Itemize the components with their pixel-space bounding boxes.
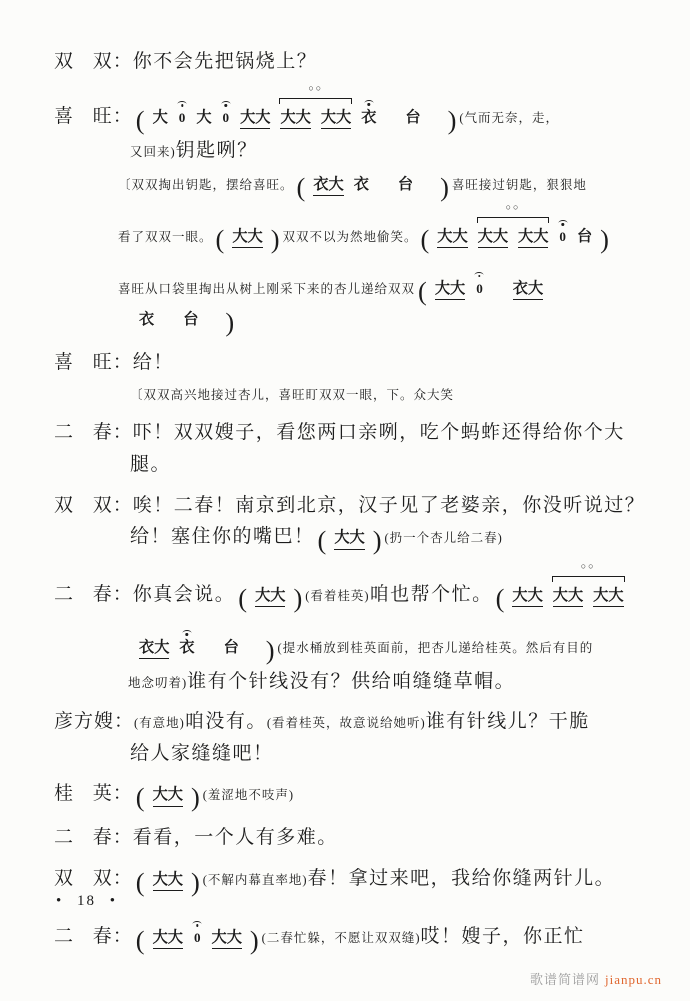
line-content [133,825,656,851]
tie-bracket [279,82,352,104]
notation-close-paren: ) [372,525,382,556]
fermata-icon [193,921,202,927]
line-content [130,138,656,164]
fermata-icon [182,630,191,636]
script-line [118,172,656,203]
line-content [130,384,656,406]
notation-syllable: 大大 [512,587,542,607]
music-notation [133,924,262,955]
dialogue-text: 春！拿过来吧，我给你缝两针儿。 [307,867,616,889]
script-line [54,417,656,446]
notation-syllable: 大大 [153,929,183,949]
dialogue-text: 哎！嫂子，你正忙 [420,925,585,947]
script-line [130,138,656,164]
script-line [54,863,656,895]
notation-close-paren: ) [190,866,200,897]
notation-syllable: 大大 [153,786,183,806]
speaker-name: 二 春： [54,422,133,444]
script-line [128,669,656,695]
notation-syllable: 衣 [353,176,369,194]
script-line [54,46,656,75]
script-line [54,490,656,519]
stage-direction: 又回来) [130,145,176,160]
notation-syllable: 衣大 [513,280,543,300]
tie-circles-icon: ○○ [578,562,599,571]
line-content [130,741,656,767]
notation-close-paren: ) [440,172,449,203]
line-content [133,49,656,75]
dialogue-text: 腿。 [130,453,172,475]
dialogue-text: 钥匙咧？ [175,140,258,162]
line-content [133,350,656,376]
line-content [133,493,656,519]
music-notation [134,634,278,665]
notation-syllable: 0 [475,281,484,297]
script-line [54,561,656,614]
line-content [132,561,656,614]
stage-direction: 喜旺接过钥匙，狠狠地 [451,178,587,193]
notation-open-paren: ( [418,275,427,306]
notation-syllable: 衣 [139,311,155,329]
notation-syllable: 大大 [435,280,465,300]
notation-open-paren: ( [135,866,145,897]
dialogue-text: 给！ [132,352,174,374]
music-notation [418,201,612,254]
notation-syllable: 衣大 [139,639,169,659]
notation-open-paren: ( [135,782,145,813]
stage-direction: (有意地) [134,716,185,731]
line-content [134,709,656,735]
fermata-icon [364,100,373,106]
notation-close-paren: ) [293,583,303,614]
speaker-name: 桂 英： [54,783,133,805]
stage-direction: (不解内幕直率地) [202,872,308,887]
line-content [133,420,656,446]
script-line [118,275,656,306]
notation-close-paren: ) [225,307,235,338]
fermata-icon [221,101,230,107]
dialogue-text: 你真会说。 [132,584,236,606]
script-line [54,82,656,135]
music-notation [133,782,203,813]
notation-syllable: 0 [178,110,187,126]
notation-syllable: 大大 [593,587,623,607]
script-line [134,634,656,665]
notation-syllable: 台 [223,638,239,656]
fermata-icon [558,220,567,226]
dialogue-text: 谁有个针线没有？供给咱缝缝草帽。 [187,670,516,692]
notation-syllable: 0 [558,229,567,245]
tied-note-group [548,561,629,607]
notation-close-paren: ) [447,104,457,135]
speaker-name: 彦方嫂： [54,711,135,733]
music-notation [235,583,305,614]
tie-circles-icon: ○○ [305,84,326,93]
dialogue-text: 咱没有。 [184,711,267,733]
fermata-icon [178,101,187,107]
notation-syllable: 大大 [437,228,467,248]
notation-syllable: 大大 [232,228,262,248]
dialogue-text: 给人家缝缝吧！ [130,742,274,764]
script-line [130,741,656,767]
notation-open-paren: ( [215,223,225,254]
tied-note-group [473,201,554,248]
stage-direction: (提水桶放到桂英面前，把杏儿递给桂英。然后有目的 [277,640,594,655]
stage-direction: 〔双双高兴地接过杏儿，喜旺盯双双一眼，下。众大笑 [130,387,455,402]
notation-open-paren: ( [238,583,248,614]
tie-bracket [552,561,625,582]
tie-circles-icon: ○○ [503,203,524,212]
stage-direction: 〔双双掏出钥匙，摆给喜旺。 [118,178,294,193]
page-number: • 18 • [56,893,118,909]
script-line [54,822,656,851]
notation-close-paren: ) [265,634,275,665]
notation-syllable: 台 [576,227,593,245]
notation-syllable: 大大 [280,109,310,129]
dialogue-text: 咱也帮个忙。 [369,584,493,606]
dialogue-text: 唉！二春！南京到北京，汉子见了老婆亲，你没听说过？ [132,494,646,516]
notation-open-paren: ( [296,172,306,203]
music-notation [415,275,548,306]
stage-direction: (看着桂英) [305,589,370,604]
script-line [54,778,656,813]
speaker-name: 双 双： [54,494,133,516]
watermark-link[interactable]: jianpu.cn [604,972,662,987]
speaker-name: 二 春： [54,925,133,947]
notation-syllable: 0 [222,110,231,126]
script-line [54,347,656,376]
fermata-icon [475,272,484,278]
line-content [133,866,656,895]
notation-close-paren: ) [270,223,280,254]
notation-open-paren: ( [420,223,430,254]
line-content [134,307,656,338]
notation-syllable: 大大 [518,228,548,248]
speaker-name: 双 双： [54,867,133,889]
notation-syllable: 大大 [255,587,285,607]
dialogue-text: 你不会先把锅烧上？ [132,51,318,72]
music-notation [133,866,203,897]
script-line [54,921,656,953]
line-content [128,669,656,695]
music-notation [315,525,385,556]
script-body [54,46,656,955]
line-content [130,452,656,478]
line-content [133,782,656,813]
music-notation [294,172,452,203]
tie-bracket [477,201,550,223]
stage-direction: 看了双双一眼。 [118,229,213,244]
notation-syllable: 衣大 [313,176,343,196]
notation-open-paren: ( [317,525,327,556]
tied-note-group [275,82,356,129]
notation-close-paren: ) [600,223,609,254]
stage-direction: 喜旺从口袋里掏出从树上刚采下来的杏儿递给双双 [118,281,416,296]
line-content [134,634,656,665]
notation-syllable: 大 [152,108,168,126]
notation-syllable: 大大 [212,929,242,949]
music-notation [134,307,237,338]
speaker-name: 二 春： [54,584,133,606]
notation-syllable: 大大 [334,529,364,549]
dialogue-text: 给！塞住你的嘴巴！ [130,526,315,548]
line-content [133,82,656,135]
music-notation [493,561,629,614]
stage-direction: (气而无奈，走， [459,110,560,125]
speaker-name: 双 双： [54,51,133,72]
script-line [130,524,656,556]
line-content [130,524,656,556]
line-content [118,201,656,254]
notation-syllable: 大大 [553,587,583,607]
notation-close-paren: ) [190,782,200,813]
stage-direction: (羞涩地不吱声) [202,788,295,803]
notation-open-paren: ( [495,583,505,614]
notation-open-paren: ( [135,104,145,135]
stage-direction: (看着桂英，故意说给她听) [266,716,426,731]
stage-direction: (二春忙躲，不愿让双双缝) [261,930,421,945]
line-content [118,275,656,306]
notation-close-paren: ) [249,924,259,955]
notation-syllable: 台 [405,108,421,126]
music-notation [213,223,283,254]
speaker-name: 喜 旺： [54,352,133,374]
stage-direction: (扔一个杏儿给二春) [384,531,503,546]
script-line [130,452,656,478]
line-content [133,924,656,953]
watermark-site-name: 歌谱简谱网 [529,972,600,987]
dialogue-text: 吓！双双嫂子，看您两口亲咧，吃个蚂蚱还得给你个大 [132,422,625,444]
notation-syllable: 台 [397,176,414,194]
speaker-name: 二 春： [54,827,133,849]
notation-syllable: 大大 [153,871,183,891]
notation-open-paren: ( [135,924,145,955]
notation-syllable: 衣 [179,639,194,657]
notation-syllable: 大大 [478,228,508,248]
watermark [530,969,662,988]
notation-syllable: 衣 [361,109,376,127]
notation-syllable: 大大 [240,109,270,129]
dialogue-text: 看看，一个人有多难。 [132,827,338,849]
stage-direction: 地念叨着) [128,675,188,690]
stage-direction: 双双不以为然地偷笑。 [282,229,418,244]
notation-syllable: 大 [196,108,212,126]
dialogue-text: 谁有针线儿？干脆 [425,711,590,733]
notation-syllable: 台 [183,311,199,329]
speaker-name: 喜 旺： [54,105,133,127]
script-line [118,201,656,254]
script-line [54,706,656,735]
notation-syllable: 大大 [321,109,351,129]
script-line [130,384,656,406]
music-notation [133,82,460,135]
line-content [118,172,656,203]
script-line [134,307,656,338]
notation-syllable: 0 [193,930,202,946]
